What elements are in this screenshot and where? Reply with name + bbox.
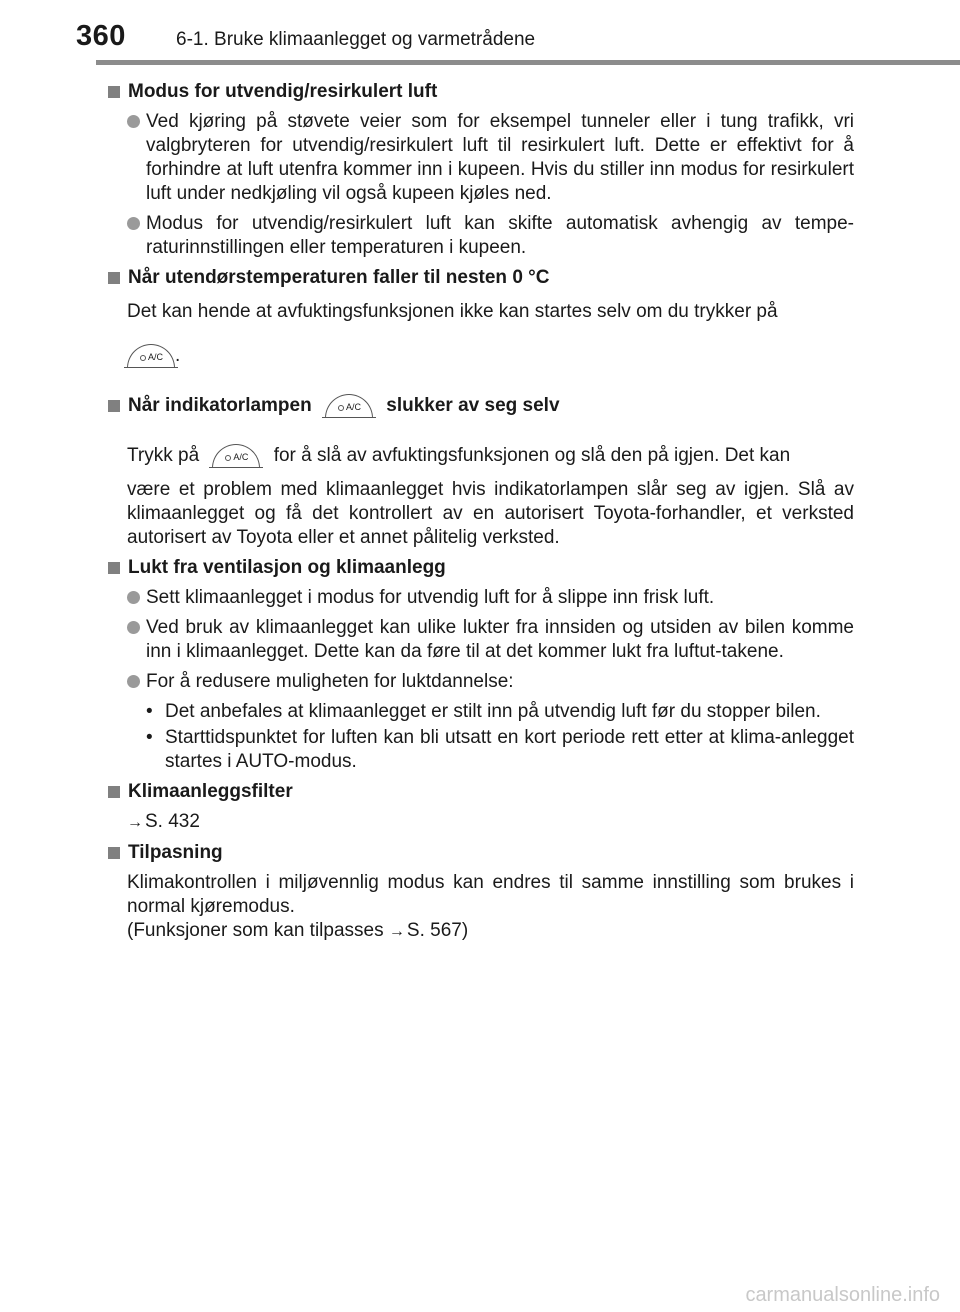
paragraph — [108, 871, 854, 919]
sub-bullet-text: Det anbefales at klimaanlegget er stilt inn på utvendig luft før du stopper bilen. — [165, 701, 821, 723]
page-content — [108, 74, 854, 948]
paragraph-text: for å slå av avfuktingsfunksjonen og slå den på igjen. Det kan — [273, 445, 791, 467]
bullet-item — [108, 616, 854, 664]
paragraph-text: Trykk på — [127, 445, 200, 467]
bullet-dot-icon — [127, 217, 140, 230]
bullet-dot-icon — [127, 591, 140, 604]
heading-text: Når indikatorlampen — [128, 395, 312, 417]
page-number: 360 — [76, 20, 126, 52]
section-heading — [108, 394, 854, 418]
section-heading: Når utendørstemperaturen faller til nesten 0 °C — [108, 266, 854, 290]
bullet-item — [108, 670, 854, 694]
bullet-item — [108, 110, 854, 206]
sub-bullet-text: Starttidspunktet for luften kan bli utsatt en kort periode rett etter at klima-anlegget startes i AUTO-modus. — [165, 727, 854, 773]
paragraph-text: være et problem med klimaanlegget hvis indikatorlampen slår seg av igjen. Slå av klimaanlegget og få det kontrollert av en autorisert Toyota-forhandler, et verksted autorisert av Toyota eller et annet pålitelig verksted. — [127, 479, 854, 549]
paragraph — [108, 300, 854, 324]
section-heading: Modus for utvendig/resirkulert luft — [108, 80, 854, 104]
sub-bullet-marker-icon: • — [146, 727, 153, 749]
reference-prefix: (Funksjoner som kan tilpasses — [127, 920, 384, 942]
bullet-text: Sett klimaanlegget i modus for utvendig luft for å slippe inn frisk luft. — [146, 587, 715, 609]
paragraph-text: Det kan hende at avfuktingsfunksjonen ikke kan startes selv om du trykker på — [127, 301, 778, 322]
sub-bullet-item — [108, 700, 854, 724]
bullet-item — [108, 586, 854, 610]
section-heading: Lukt fra ventilasjon og klimaanlegg — [108, 556, 854, 580]
reference-text: S. 432 — [145, 811, 200, 833]
sub-bullet-item — [108, 726, 854, 774]
arrow-right-icon: → — [388, 923, 405, 941]
paragraph — [108, 344, 854, 368]
bullet-text: For å redusere muligheten for luktdannelse: — [146, 671, 514, 693]
ac-button-icon: A/C — [325, 394, 373, 418]
paragraph — [108, 478, 854, 550]
paragraph-text: Klimakontrollen i miljøvennlig modus kan endres til samme innstilling som brukes i normal kjøremodus. — [127, 872, 854, 918]
section-heading: Tilpasning — [108, 841, 854, 865]
paragraph-text: . — [175, 345, 181, 367]
bullet-dot-icon — [127, 115, 140, 128]
header-rule — [96, 60, 960, 65]
section-heading: Klimaanleggsfilter — [108, 780, 854, 804]
bullet-text: Ved bruk av klimaanlegget kan ulike lukter fra innsiden og utsiden av bilen komme inn i klimaanlegget. Dette kan da føre til at det kommer lukt fra luftut-takene. — [146, 617, 854, 663]
bullet-text: Ved kjøring på støvete veier som for eksempel tunneler eller i tung trafikk, vri valgbryteren for utvendig/resirkulert luft til resirkulert luft. Dette er effektivt for å forhindre at luft utenfra kommer inn i kupeen. Hvis du stiller inn modus for resirkulert luft under nedkjøling vil også kupeen kjøles ned. — [146, 111, 854, 204]
ac-button-icon: A/C — [212, 444, 260, 468]
page-reference — [108, 810, 854, 835]
sub-bullet-marker-icon: • — [146, 701, 153, 723]
bullet-dot-icon — [127, 621, 140, 634]
bullet-text: Modus for utvendig/resirkulert luft kan skifte automatisk avhengig av tempe-raturinnstillingen eller temperaturen i kupeen. — [146, 213, 854, 258]
page-reference — [108, 919, 854, 944]
page-header — [0, 0, 960, 60]
watermark: carmanualsonline.info — [745, 1284, 940, 1306]
bullet-item — [108, 212, 854, 260]
arrow-right-icon: → — [127, 814, 143, 832]
paragraph — [108, 444, 854, 468]
heading-text: slukker av seg selv — [386, 395, 560, 417]
bullet-dot-icon — [127, 675, 140, 688]
chapter-title: 6-1. Bruke klimaanlegget og varmetrådene — [176, 29, 536, 50]
ac-button-icon: A/C — [127, 344, 175, 368]
reference-text: S. 567) — [406, 920, 469, 942]
